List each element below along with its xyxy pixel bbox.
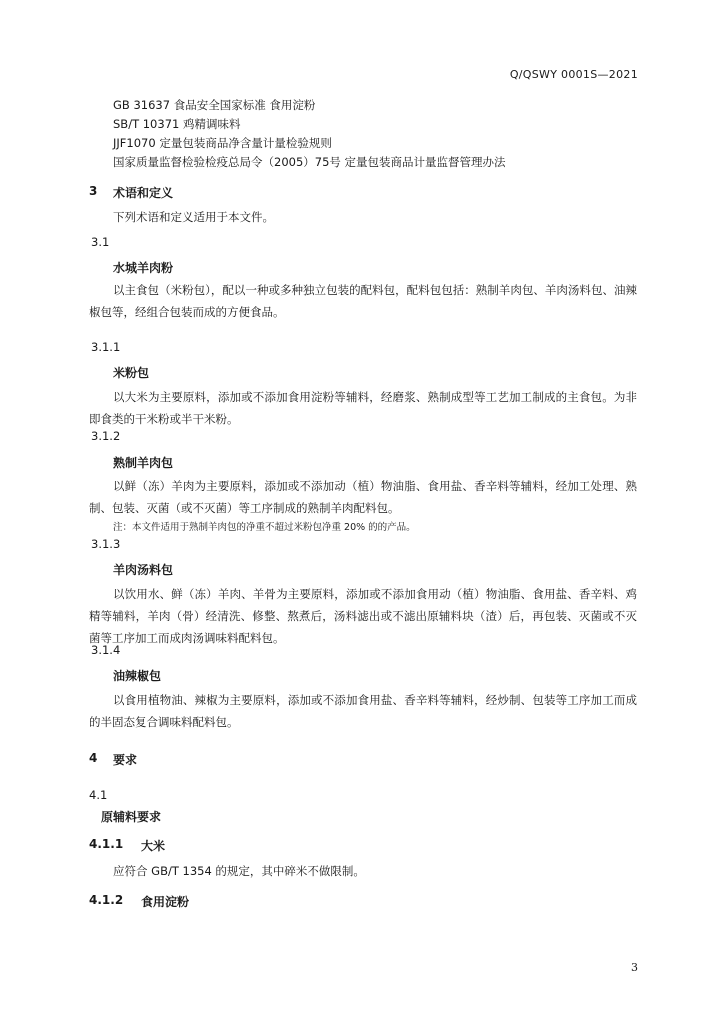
clause-3-1-2-number: 3.1.2 [91,429,121,443]
section-3-title: 术语和定义 [113,186,174,200]
clause-3-1-4-number: 3.1.4 [91,643,121,657]
clause-4-1-1-number: 4.1.1 [89,837,124,851]
term-title: 水城羊肉粉 [113,261,174,275]
clause-4-1-1-text: 应符合 GB/T 1354 的规定，其中碎米不做限制。 [113,864,365,878]
term-definition: 以大米为主要原料，添加或不添加食用淀粉等辅料，经磨浆、熟制成型等工艺加工制成的主食包。为非即食类的干米粉或半干米粉。 [89,390,637,426]
term-title: 熟制羊肉包 [113,456,174,470]
clause-4-1-2-title: 食用淀粉 [141,895,190,909]
clause-3-1-number: 3.1 [91,235,110,249]
clause-3-1-1-number: 3.1.1 [91,340,121,354]
term-definition: 以饮用水、鲜（冻）羊肉、羊骨为主要原料，添加或不添加食用动（植）物油脂、食用盐、香辛料、鸡精等辅料，羊肉（骨）经清洗、修整、熬煮后，汤料滤出或不滤出原辅料块（渣）后，再包装、灭菌或不灭菌等工序加工而成肉汤调味料配料包。 [89,587,637,645]
reference-item: 国家质量监督检验检疫总局令（2005）75号 定量包装商品计量监督管理办法 [113,155,506,169]
reference-item: JJF1070 定量包装商品净含量计量检验规则 [113,136,332,150]
reference-item: GB 31637 食品安全国家标准 食用淀粉 [113,98,316,112]
clause-4-1-title: 原辅料要求 [101,810,162,824]
term-definition: 以食用植物油、辣椒为主要原料，添加或不添加食用盐、香辛料等辅料，经炒制、包装等工序加工而成的半固态复合调味料配料包。 [89,693,637,729]
clause-4-1-number: 4.1 [89,788,108,802]
section-4-title: 要求 [113,753,138,767]
term-title: 油辣椒包 [113,669,162,683]
section-3-number: 3 [89,184,98,198]
document-code: Q/QSWY 0001S—2021 [509,68,638,81]
term-definition: 以主食包（米粉包），配以一种或多种独立包装的配料包，配料包包括：熟制羊肉包、羊肉汤料包、油辣椒包等，经组合包装而成的方便食品。 [89,283,637,319]
section-4-number: 4 [89,751,98,765]
clause-4-1-1-title: 大米 [141,839,166,853]
page-number: 3 [631,961,638,974]
clause-3-1-3-number: 3.1.3 [91,537,121,551]
clause-4-1-2-number: 4.1.2 [89,893,124,907]
term-title: 羊肉汤料包 [113,563,174,577]
section-3-intro: 下列术语和定义适用于本文件。 [113,210,274,224]
clause-note: 注：本文件适用于熟制羊肉包的净重不超过米粉包净重 20% 的的产品。 [113,522,416,533]
term-definition: 以鲜（冻）羊肉为主要原料，添加或不添加动（植）物油脂、食用盐、香辛料等辅料，经加工处理、熟制、包装、灭菌（或不灭菌）等工序制成的熟制羊肉配料包。 [89,479,637,515]
term-title: 米粉包 [113,366,150,380]
reference-item: SB/T 10371 鸡精调味料 [113,117,241,131]
